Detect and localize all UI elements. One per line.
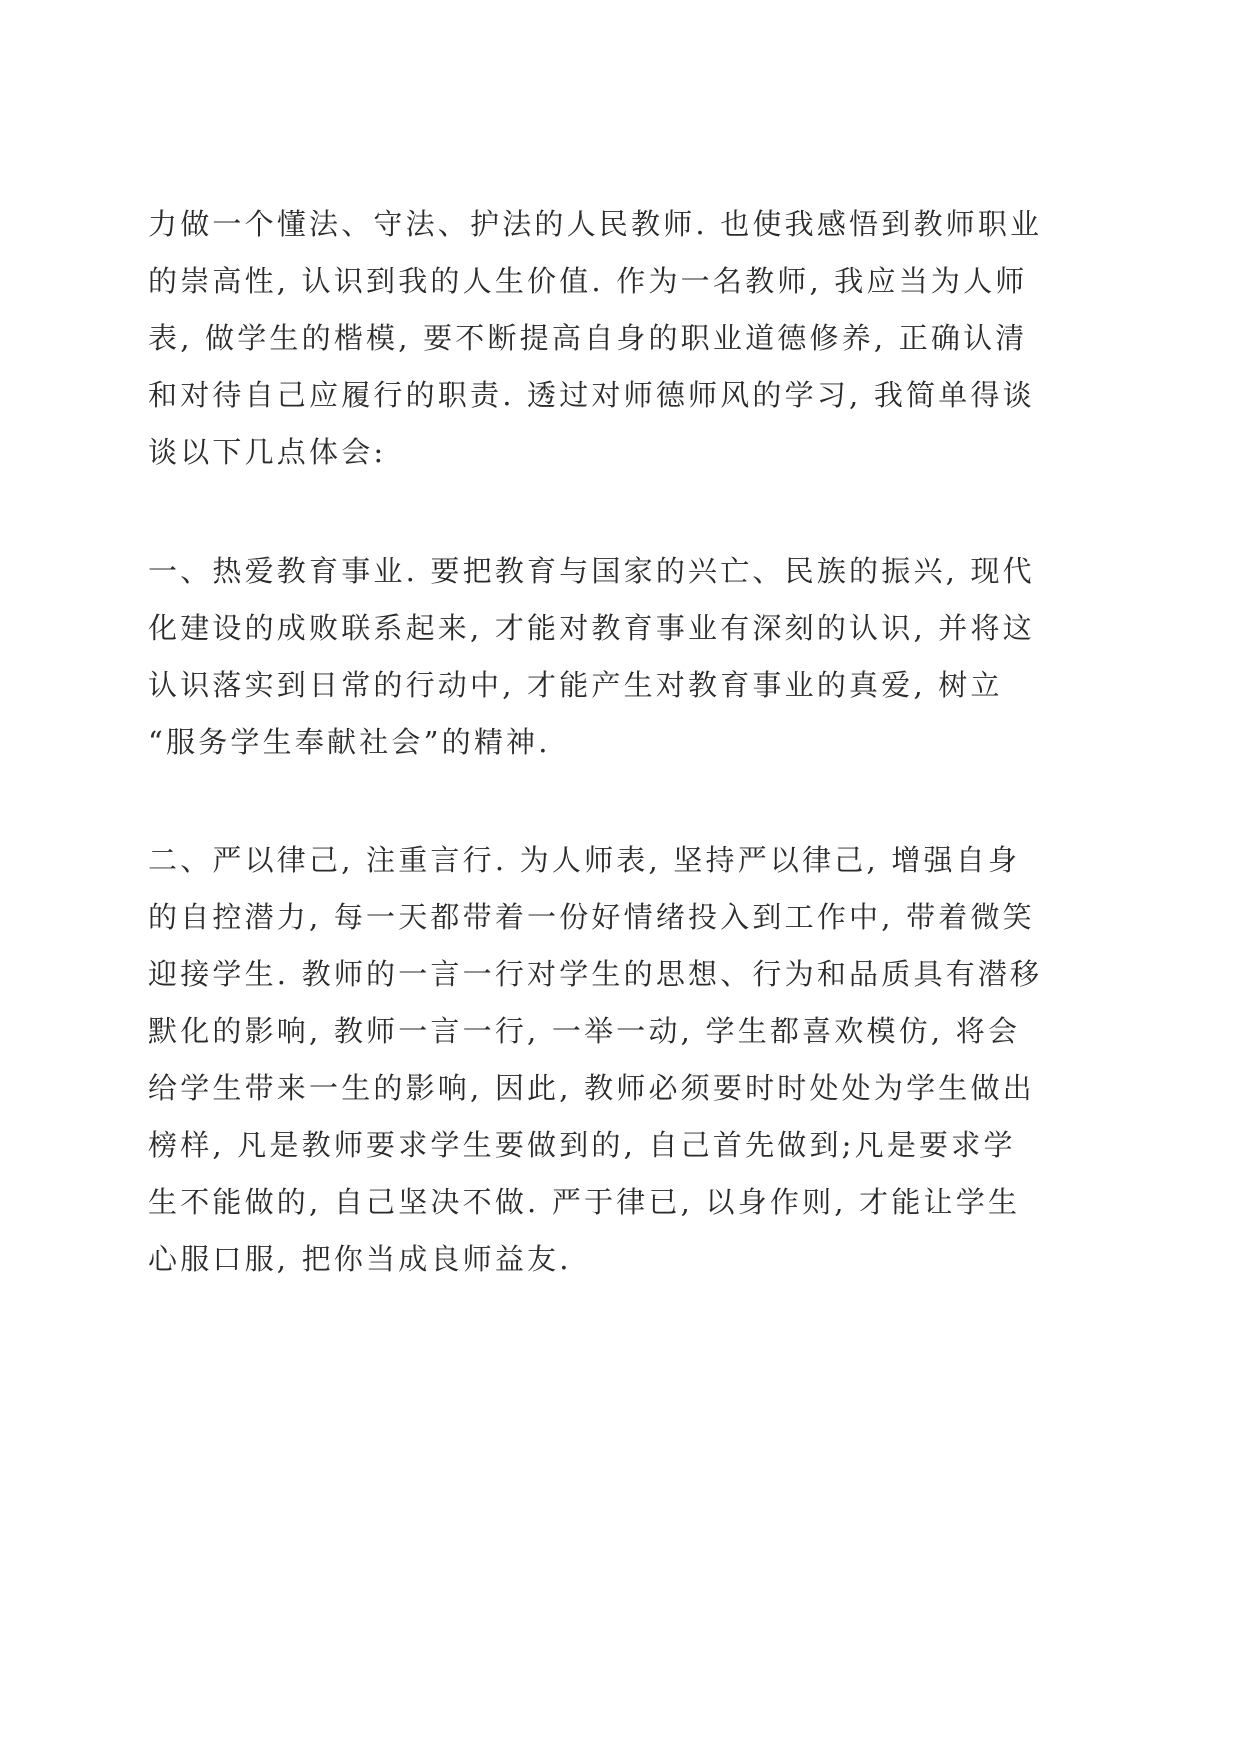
paragraph-point-two [148, 832, 1043, 1288]
paragraph-line: 心服口服, 把你当成良师益友. [148, 1242, 572, 1276]
paragraph-line: 表, 做学生的楷模, 要不断提高自身的职业道德修养, 正确认清 [148, 321, 1028, 355]
paragraph-line: 默化的影响, 教师一言一行, 一举一动, 学生都喜欢模仿, 将会 [148, 1014, 1021, 1048]
paragraph-line: 和对待自己应履行的职责. 透过对师德师风的学习, 我简单得谈 [148, 378, 1035, 412]
paragraph-line: 谈以下几点体会: [148, 435, 387, 469]
paragraph-intro [148, 196, 1043, 481]
paragraph-line: 榜样, 凡是教师要求学生要做到的, 自己首先做到;凡是要求学 [148, 1128, 1016, 1162]
paragraph-line: “服务学生奉献社会”的精神. [148, 725, 551, 759]
paragraph-line: 化建设的成败联系起来, 才能对教育事业有深刻的认识, 并将这 [148, 611, 1035, 645]
paragraph-line: 生不能做的, 自己坚决不做. 严于律已, 以身作则, 才能让学生 [148, 1185, 1021, 1219]
paragraph-line: 迎接学生. 教师的一言一行对学生的思想、行为和品质具有潜移 [148, 957, 1043, 991]
paragraph-line: 给学生带来一生的影响, 因此, 教师必须要时时处处为学生做出 [148, 1071, 1035, 1105]
paragraph-line: 力做一个懂法、守法、护法的人民教师. 也使我感悟到教师职业 [148, 207, 1043, 241]
paragraph-line: 的自控潜力, 每一天都带着一份好情绪投入到工作中, 带着微笑 [148, 900, 1035, 934]
paragraph-line: 二、严以律己, 注重言行. 为人师表, 坚持严以律己, 增强自身 [148, 843, 1021, 877]
paragraph-line: 的崇高性, 认识到我的人生价值. 作为一名教师, 我应当为人师 [148, 264, 1028, 298]
paragraph-line: 一、热爱教育事业. 要把教育与国家的兴亡、民族的振兴, 现代 [148, 554, 1035, 588]
paragraph-line: 认识落实到日常的行动中, 才能产生对教育事业的真爱, 树立 [148, 668, 1003, 702]
paragraph-point-one [148, 543, 1035, 771]
